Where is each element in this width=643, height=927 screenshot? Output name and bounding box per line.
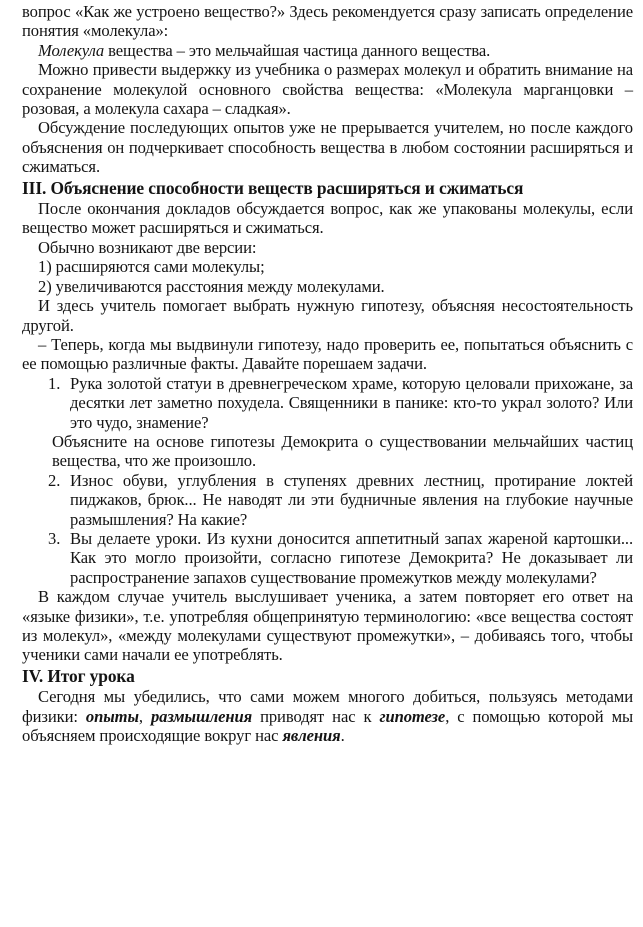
section-3-paragraph-4: – Теперь, когда мы выдвинули гипотезу, надо проверить ее, попытаться объяснить с ее помощью различные факты. Давайте порешаем задачи. — [22, 334, 633, 374]
term-molecule: Молекула — [38, 40, 105, 60]
molecule-definition — [22, 41, 633, 60]
section-3-heading: III. Объяснение способности веществ расширяться и сжиматься — [22, 177, 524, 198]
summary-paragraph — [22, 687, 633, 745]
summary-text-a: Сегодня мы убедились, что сами можем многого добиться, пользуясь методами физики: — [22, 687, 633, 726]
summary-text-c: , с помощью которой мы объясняем происходящие вокруг нас — [22, 706, 634, 746]
term-reasoning: размышления — [150, 706, 253, 726]
task-text: Рука золотой статуи в древнегреческом храме, которую целовали прихожане, за десятки лет заметно похудела. Священники в панике: кто-то украл золото? Или это чудо, знамение? — [70, 373, 633, 432]
summary-separator: , — [138, 706, 151, 726]
section-3-paragraph-1: После окончания докладов обсуждается вопрос, как же упакованы молекулы, если вещество может расширяться и сжиматься. — [22, 199, 633, 238]
task-item — [22, 374, 633, 432]
term-hypothesis: гипотезе — [379, 706, 446, 726]
task-number: 2. — [48, 470, 61, 490]
task-text: Вы делаете уроки. Из кухни доносится аппетитный запах жареной картошки... Как это могло произойти, согласно гипотезе Демокрита? Не доказывает ли распространение запахов существование промежутков между молекулами? — [70, 528, 633, 587]
version-item: 1) расширяются сами молекулы; — [38, 257, 265, 277]
task-item — [22, 529, 633, 587]
section-4-heading: IV. Итог урока — [22, 665, 135, 686]
version-item: 2) увеличиваются расстояния между молекулами. — [38, 276, 385, 296]
section-3-paragraph-5: В каждом случае учитель выслушивает ученика, а затем повторяет его ответ на «языке физики», т.е. употребляя общепринятую терминологию: «все вещества состоят из молекул», «между молекулами существуют промежутки», – добиваясь того, чтобы ученики сами начали ее употреблять. — [22, 587, 633, 665]
task-number: 1. — [48, 373, 61, 393]
section-3-paragraph-2: Обычно возникают две версии: — [38, 237, 257, 257]
discussion-paragraph: Обсуждение последующих опытов уже не прерывается учителем, но после каждого объяснения он подчеркивает способность вещества в любом состоянии расширяться и сжиматься. — [22, 118, 633, 177]
definition-text: вещества – это мельчайшая частица данного вещества. — [104, 40, 491, 60]
term-phenomena: явления — [282, 726, 341, 746]
term-experiments: опыты — [85, 706, 139, 726]
task-text: Износ обуви, углубления в ступенях древних лестниц, протирание локтей пиджаков, брюк... Не наводят ли эти будничные явления на глубокие научные размышления? На какие? — [70, 470, 633, 529]
section-3-paragraph-3: И здесь учитель помогает выбрать нужную гипотезу, объясняя несостоятельность другой. — [22, 296, 633, 335]
task-number: 3. — [48, 528, 61, 548]
summary-text-d: . — [340, 726, 345, 746]
summary-text-b: приводят нас к — [252, 706, 380, 726]
intro-paragraph: вопрос «Как же устроено вещество?» Здесь рекомендуется сразу записать определение понятия «молекула»: — [22, 2, 633, 41]
textbook-paragraph: Можно привести выдержку из учебника о размерах молекул и обратить внимание на сохранение молекулой основного свойства вещества: «Молекула марганцовки – розовая, а молекула сахара – сладкая». — [22, 60, 633, 119]
task-item — [22, 471, 633, 529]
task-1-note: Объясните на основе гипотезы Демокрита о существовании мельчайших частиц вещества, что же произошло. — [52, 431, 633, 471]
